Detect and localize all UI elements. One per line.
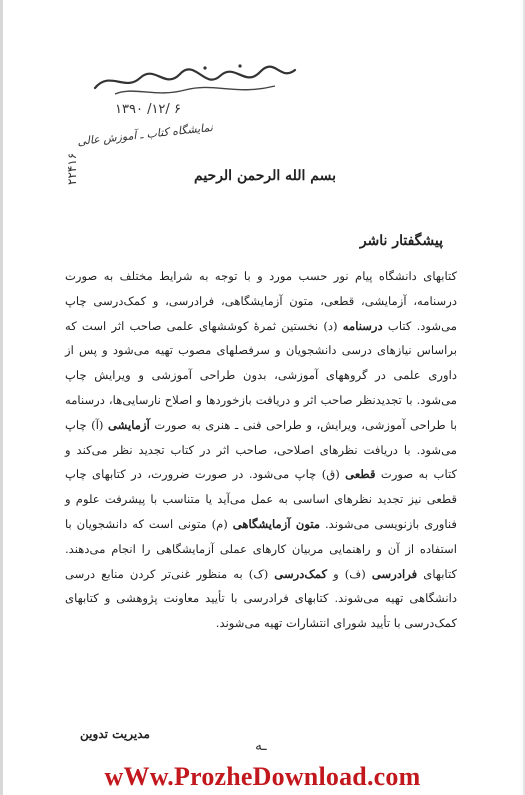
paragraph-segment: (د) نخستین ثمرهٔ کوششهای علمی صاحب اثر است که براساس نیازهای درسی دانشجویان و سرفصلهای مصوب تهیه می‌شود و پس از داوری علمی در گروههای آموزشی، بدون طراحی آموزشی و ویرایش چاپ می‌شود. با تجدیدنظر صاحب اثر و دریافت بازخوردها و اصلاح نارسایی‌ها، درسنامه با طراحی آموزشی، ویرایش، و طراحی فنی ـ هنری به صورت (65, 318, 457, 432)
stamp-note: نمایشگاه کتاب ـ آموزش عالی (76, 120, 214, 149)
page-left-edge (0, 0, 3, 795)
bold-term: متون آزمایشگاهی (232, 516, 321, 531)
paragraph-segment: (آ) چاپ می‌شود. با دریافت نظرهای اصلاحی، صاحب اثر در کتاب تجدید نظر می‌کند و کتاب به صورت (65, 417, 457, 482)
paragraph-segment: (م) متونی است که دانشجویان با استفاده از آن و راهنمایی مربیان کارهای عملی آزمایشگاهی را انجام می‌دهند. کتابهای (65, 516, 457, 581)
section-heading: پیشگفتار ناشر (359, 233, 443, 249)
signature-line: مدیریت تدوین (80, 727, 150, 741)
stamp-date: ۶ /۱۲/ ۱۳۹۰ (115, 102, 181, 117)
watermark-url: wWw.ProzheDownload.com (104, 762, 421, 791)
bold-term: فرادرسی (371, 566, 418, 581)
paragraph-segment: (ک) به منظور غنی‌تر کردن منابع درسی دانشگاهی تهیه می‌شوند. کتابهای فرادرسی با تأیید معاونت پژوهشی و کتابهای کمک‌درسی با تأیید شورای انتشارات تهیه می‌شوند. (65, 566, 457, 631)
bold-term: درسنامه (342, 318, 383, 333)
paragraph-segment: (ق) چاپ می‌شود. در صورت ضرورت، در کتابهای چاپ قطعی نیز تجدید نظرهای اساسی به عمل می‌آید یا متناسب با پیشرفت علوم و فناوری بازنویسی می‌شوند. (65, 467, 457, 531)
page-number: ـه (255, 738, 267, 754)
preface-paragraph (65, 264, 457, 636)
paragraph-segment: کتابهای دانشگاه پیام نور حسب مورد و با توجه به شرایط مختلف به صورت درسنامه، آزمایشی، قطعی، متون آزمایشگاهی، فرادرسی، و کمک‌درسی چاپ می‌شود. کتاب (65, 269, 457, 333)
bold-term: قطعی (345, 467, 376, 482)
bismillah-title: بسم الله الرحمن الرحیم (194, 168, 336, 184)
paragraph-segment: (ف) و (327, 566, 372, 581)
stamp-number: ۲۲۴۱۶ (65, 152, 79, 185)
bold-term: کمک‌درسی (274, 566, 328, 581)
bold-term: آزمایشی (108, 417, 150, 432)
handwritten-signature-scrawl (55, 60, 305, 105)
